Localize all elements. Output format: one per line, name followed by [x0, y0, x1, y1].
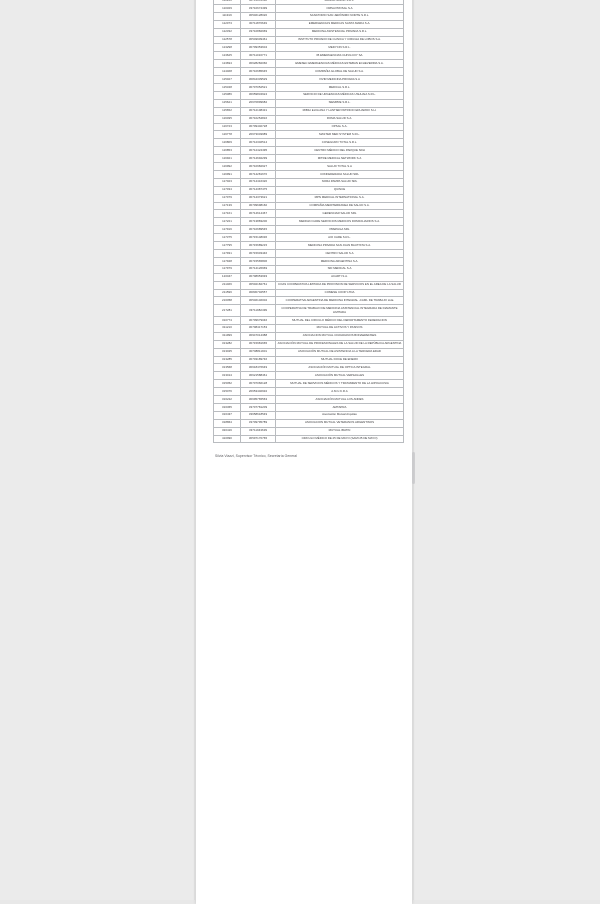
table-cell-cuit: 30597170765 [241, 435, 276, 443]
table-cell-cuit: 33709795789 [241, 419, 276, 427]
table-row [214, 316, 404, 324]
table-cell-cuit: 30715148036 [241, 234, 276, 242]
table-cell-code: 316222 [214, 396, 241, 404]
table-cell-cuit: 30715903446 [241, 250, 276, 258]
vertical-scrollbar-track[interactable] [411, 0, 415, 900]
table-cell-name: ASOCIACIÓN MUTUAL LOS ANDES [276, 396, 404, 404]
table-row [214, 131, 404, 139]
table-cell-name: SID MEDICAL S.A [276, 265, 404, 273]
table-cell-code: 211596 [214, 289, 241, 297]
table-row [214, 123, 404, 131]
table-cell-cuit: 30695765563 [241, 396, 276, 404]
table-row [214, 435, 404, 443]
table-cell-name: MEDICINA PRIVADA SAN JUAN BAUTISTA S.A. [276, 242, 404, 250]
table-cell-name: ACARTI S.A. [276, 273, 404, 281]
table-row [214, 36, 404, 44]
table-cell-cuit: 30708953993 [241, 273, 276, 281]
table-cell-cuit: 30546128020 [241, 12, 276, 20]
table-row [214, 388, 404, 396]
table-cell-name: COSEGURO TOTAL S.R.L. [276, 139, 404, 147]
table-row [214, 4, 404, 12]
table-cell-code: 113694 [214, 60, 241, 68]
table-cell-cuit: 30708811901 [241, 348, 276, 356]
table-row [214, 340, 404, 348]
table-row [214, 250, 404, 258]
table-cell-cuit: 30710254816 [241, 115, 276, 123]
table-row [214, 226, 404, 234]
table-cell-code: 316437 [214, 411, 241, 419]
table-cell-cuit: 30714614467 [241, 210, 276, 218]
table-cell-code: 120047 [214, 273, 241, 281]
table-cell-code: 316365 [214, 403, 241, 411]
table-cell-code: 110329 [214, 4, 241, 12]
table-row [214, 155, 404, 163]
table-cell-name: MASTER MED SYSTEM S.R.L. [276, 131, 404, 139]
table-cell-cuit: 30715565806 [241, 257, 276, 265]
table-row [214, 324, 404, 332]
table-cell-code: 116992 [214, 163, 241, 171]
table-cell-code: 217281 [214, 305, 241, 317]
table-cell-code: 115348 [214, 83, 241, 91]
table-cell-code: 116778 [214, 131, 241, 139]
table-cell-cuit: 20653440932 [241, 388, 276, 396]
table-cell-cuit: 30712424495 [241, 147, 276, 155]
table-cell-cuit: 30628282060 [241, 60, 276, 68]
table-cell-code: 313025 [214, 348, 241, 356]
table-cell-cuit: 30546146002 [241, 297, 276, 305]
table-cell-cuit: 30708417153 [241, 324, 276, 332]
table-cell-name: COOPERATIVA ARGENTINA DE MEDICINA INTEGRAL -CAMI- DE TRABAJO Ltda [276, 297, 404, 305]
table-cell-cuit: 30618476649 [241, 364, 276, 372]
table-row [214, 115, 404, 123]
table-cell-name: OPSAL S.A. [276, 123, 404, 131]
table-cell-code: 315076 [214, 388, 241, 396]
table-row [214, 52, 404, 60]
table-row [214, 12, 404, 20]
table-cell-cuit: 30621588461 [241, 372, 276, 380]
table-row [214, 289, 404, 297]
table-cell-cuit: 30714387475 [241, 186, 276, 194]
table-cell-code: 116495 [214, 115, 241, 123]
table-cell-cuit: 20670899682 [241, 99, 276, 107]
table-cell-code: 311999 [214, 332, 241, 340]
table-row [214, 91, 404, 99]
table-cell-name: IB EMERGENCIAS CHIVILCOY SA [276, 52, 404, 60]
table-row [214, 427, 404, 435]
table-row [214, 147, 404, 155]
table-cell-code: 117795 [214, 242, 241, 250]
table-cell-cuit: 33707781209 [241, 403, 276, 411]
table-cell-cuit: 30714416320 [241, 178, 276, 186]
table-row [214, 396, 404, 404]
table-row [214, 60, 404, 68]
table-cell-cuit: 30714692299 [241, 155, 276, 163]
table-cell-cuit: 30710685645 [241, 68, 276, 76]
table-cell-name: OMSA PROSAL S.A [276, 4, 404, 12]
table-row [214, 218, 404, 226]
table-cell-code: 114468 [214, 68, 241, 76]
table-cell-cuit: 30710689545 [241, 226, 276, 234]
table-cell-cuit: 30707052521 [241, 83, 276, 91]
table-cell-code: 115621 [214, 99, 241, 107]
table-cell-cuit: 30549909461 [241, 36, 276, 44]
table-row [214, 305, 404, 317]
table-cell-name: MUTUAL DE ACTIVOS Y PASIVOS [276, 324, 404, 332]
table-cell-name: COOPERATIVA DE TRABAJO DE MEDICINA ASISTENCIAL INTEGRADA DE DIAMANTE LIMITADA [276, 305, 404, 317]
table-cell-code: 111919 [214, 12, 241, 20]
table-cell-code: 410990 [214, 435, 241, 443]
table-row [214, 419, 404, 427]
table-row [214, 257, 404, 265]
table-cell-name: PREPAGA SRL [276, 226, 404, 234]
table-cell-name: MEDICAL S.R.L. [276, 83, 404, 91]
table-row [214, 372, 404, 380]
table-cell-name: MEDICINA ASISTENCIAL PRIVADA S.R.L. [276, 28, 404, 36]
table-cell-name: ROMA SALUD S.A. [276, 115, 404, 123]
table-cell-name: MEDIGIN CARE SERVICIOS MEDICOS DOMICILIARIOS S.A. [276, 218, 404, 226]
table-cell-cuit: 30844339529 [241, 76, 276, 84]
table-cell-name: ASOCIACIÓN MUTUAL DE PROFESIONALES DE LA SALUD DE LA REPÚBLICA ARGENTINA [276, 340, 404, 348]
table-cell-cuit: 30502182761 [241, 281, 276, 289]
table-cell-code: 313282 [214, 340, 241, 348]
table-row [214, 186, 404, 194]
table-cell-name: SIEMPRE S.R.L. [276, 99, 404, 107]
table-cell-name: MUTUAL DEL CIRCULO MÉDICO DEL DEPARTAMENTO FEDERACION [276, 316, 404, 324]
table-cell-cuit: 30709698160 [241, 202, 276, 210]
table-row [214, 242, 404, 250]
table-cell-code: 116723 [214, 123, 241, 131]
table-row [214, 170, 404, 178]
table-cell-name: MUTUAL DOCE DE ENERO [276, 356, 404, 364]
table-cell-code: 117139 [214, 202, 241, 210]
table-cell-name: CENTRO MÉDICO DEL PARQUE SDH [276, 147, 404, 155]
table-cell-code: 117916 [214, 226, 241, 234]
table-cell-cuit: 30712108431 [241, 107, 276, 115]
table-row [214, 210, 404, 218]
table-cell-name: AMTAPRA [276, 403, 404, 411]
table-cell-code: 112578 [214, 36, 241, 44]
table-cell-name: COAS COOPERATIVA LIMITADA DE PROVISION DE SERVICIOS EN EL AREA DE LA SALUD [276, 281, 404, 289]
table-cell-name: ASOCIACIÓN MUTUAL DE ASISTENCIA A LA TERCERA EDAD [276, 348, 404, 356]
table-cell-name: INSTITUTO PRIVADO DE CLINICA Y CIRUGIA DE LOBOS S.A. [276, 36, 404, 44]
table-cell-code: 117034 [214, 186, 241, 194]
table-cell-code: 211466 [214, 281, 241, 289]
table-row [214, 403, 404, 411]
table-cell-name: CIRCULO MÉDICO DE 25 DE MAYO (SAMI 25 DE MAYO) [276, 435, 404, 443]
table-cell-name: EMESEC EMERGENCIAS MÉDICAS ESTEBAN ECHEVERRIA S.A. [276, 60, 404, 68]
table-cell-cuit: 30709440728 [241, 123, 276, 131]
table-row [214, 178, 404, 186]
table-cell-code: 117161 [214, 210, 241, 218]
table-row [214, 356, 404, 364]
table-cell-code: 112332 [214, 28, 241, 36]
table-cell-name: ASOCIACIÓN MUTUAL DE OPTICA INTEGRAL [276, 364, 404, 372]
table-cell-name: VIVIR MEDICINA PRIVADA S.A [276, 76, 404, 84]
table-cell-cuit: 30709679046 [241, 316, 276, 324]
table-row [214, 364, 404, 372]
table-cell-name: AIO CARE S.R.L. [276, 234, 404, 242]
table-cell-cuit: 30707066128 [241, 380, 276, 388]
table-cell-code: 311210 [214, 324, 241, 332]
table-cell-cuit: 30710982927 [241, 163, 276, 171]
table-cell-cuit: 30703189746 [241, 356, 276, 364]
table-cell-code: 315052 [214, 380, 241, 388]
table-cell-code: 113298 [214, 44, 241, 52]
table-row [214, 68, 404, 76]
table-cell-name: EMERGENCIAS MEDICAS SANTA MARIA S.A. [276, 20, 404, 28]
table-cell-name: MPN MEDICAL INTERNATIONAL S.A. [276, 194, 404, 202]
table-cell-name: NORA PAMPA SALUD SRL [276, 178, 404, 186]
table-cell-cuit: 30714373621 [241, 194, 276, 202]
table-row [214, 107, 404, 115]
table-cell-cuit: 33710882969 [241, 28, 276, 36]
table-cell-code: 113625 [214, 52, 241, 60]
table-row [214, 297, 404, 305]
table-row [214, 281, 404, 289]
table-cell-name: SERVICIO DE URGENCIAS MÉDICAS USHUAIA S.R.L. [276, 91, 404, 99]
table-cell-code: 117931 [214, 250, 241, 258]
table-cell-name: QUINCE [276, 186, 404, 194]
table-cell-code: 313568 [214, 364, 241, 372]
table-row [214, 411, 404, 419]
table-cell-code: 115652 [214, 107, 241, 115]
table-cell-name: ASOCIACION MUTUAL VETERANOS ARGENTINOS [276, 419, 404, 427]
table-cell-name: MEDYCIN S.R.L. [276, 44, 404, 52]
table-cell-code: 112073 [214, 20, 241, 28]
table-cell-cuit: 20673049989 [241, 131, 276, 139]
table-cell-name: COMESE COOP LTDA [276, 289, 404, 297]
table-cell-cuit: 30830702557 [241, 289, 276, 297]
table-row [214, 234, 404, 242]
table-cell-code: 116809 [214, 139, 241, 147]
table-cell-code: 318864 [214, 419, 241, 427]
table-row [214, 265, 404, 273]
table-cell-code: 117979 [214, 265, 241, 273]
table-cell-name: COMPAÑIA GLOBAL DE SALUD S.A. [276, 68, 404, 76]
table-row [214, 139, 404, 147]
table-cell-name: ASOCIACION MUTUAL CIUDADANOS BONAERENSES [276, 332, 404, 340]
table-cell-name: MITRE MEDICAL NETWORK S.A [276, 155, 404, 163]
table-cell-name: COMPAÑIA MEDITERRANEA DE SALUD S.A. [276, 202, 404, 210]
table-cell-name: Asociación Mutual Arquitas [276, 411, 404, 419]
table-cell-code: 320416 [214, 427, 241, 435]
table-cell-code: 115027 [214, 76, 241, 84]
table-cell-code: 117375 [214, 234, 241, 242]
registry-table [213, 0, 404, 443]
table-cell-name: SANATORIO SAN JERÓNIMO NORTE S.R.L. [276, 12, 404, 20]
table-cell-code: 313014 [214, 372, 241, 380]
table-cell-code: 117948 [214, 257, 241, 265]
table-cell-name: CONFEDERADA SALUD SRL [276, 170, 404, 178]
table-cell-cuit: 30709353604 [241, 44, 276, 52]
table-row [214, 348, 404, 356]
table-cell-code: 117079 [214, 194, 241, 202]
table-cell-cuit: 30947014388 [241, 332, 276, 340]
signature-line: Silvia Viazzi, Supervisor Técnico, Secretaría General [215, 454, 298, 459]
table-cell-cuit: 30715981665 [241, 340, 276, 348]
table-row [214, 194, 404, 202]
table-cell-name: SALUD TOTAL S.A [276, 163, 404, 171]
table-cell-code: 116853 [214, 147, 241, 155]
document-page [196, 0, 412, 904]
table-row [214, 380, 404, 388]
table-cell-code: 313285 [214, 356, 241, 364]
table-cell-cuit: 33710674499 [241, 4, 276, 12]
table-cell-name: MUTUAL DE SERVICIOS MÉDICOS Y TRATAMIENTO DE LA HIPOACUSIA [276, 380, 404, 388]
table-cell-name: A.M.U.K.R.A [276, 388, 404, 396]
vertical-scrollbar-thumb[interactable] [412, 452, 415, 484]
table-cell-cuit: 30714281670 [241, 170, 276, 178]
table-cell-code: 310774 [214, 316, 241, 324]
table-row [214, 332, 404, 340]
table-cell-cuit: 30715689215 [241, 242, 276, 250]
table-cell-cuit: 30711016771 [241, 52, 276, 60]
table-cell-code: 216058 [214, 297, 241, 305]
table-cell-name: MEDICINA ARGENTINA S.A. [276, 257, 404, 265]
table-cell-name: CENTRO SALUD S.A [276, 250, 404, 258]
table-cell-cuit: 30714126969 [241, 265, 276, 273]
table-cell-code: 116921 [214, 155, 241, 163]
table-cell-code: 117023 [214, 178, 241, 186]
table-cell-cuit: 33658618549 [241, 411, 276, 419]
table-row [214, 44, 404, 52]
table-row [214, 83, 404, 91]
table-cell-cuit: 30712346514 [241, 139, 276, 147]
table-cell-name: GERENCIAR SALUD SRL [276, 210, 404, 218]
table-cell-code: 115386 [214, 91, 241, 99]
table-row [214, 163, 404, 171]
table-row [214, 202, 404, 210]
table-cell-name: ASOCIACIÓN MUTUAL VERSAILLES [276, 372, 404, 380]
table-cell-cuit: 30713883200 [241, 218, 276, 226]
table-row [214, 99, 404, 107]
table-cell-cuit: 33711943639 [241, 427, 276, 435]
table-cell-cuit: 30659834924 [241, 91, 276, 99]
table-row [214, 76, 404, 84]
table-row [214, 28, 404, 36]
table-cell-name: MUTUAL IBATIN [276, 427, 404, 435]
table-cell-name: MIBILI ELVA ANA Y LANTIER PATRICIO EDUARDO S.H. [276, 107, 404, 115]
table-row [214, 273, 404, 281]
table-row [214, 20, 404, 28]
table-cell-code: 117221 [214, 218, 241, 226]
registry-table-body [214, 0, 404, 443]
table-cell-code: 116991 [214, 170, 241, 178]
table-cell-cuit: 30711876649 [241, 20, 276, 28]
table-cell-cuit: 33711982499 [241, 305, 276, 317]
